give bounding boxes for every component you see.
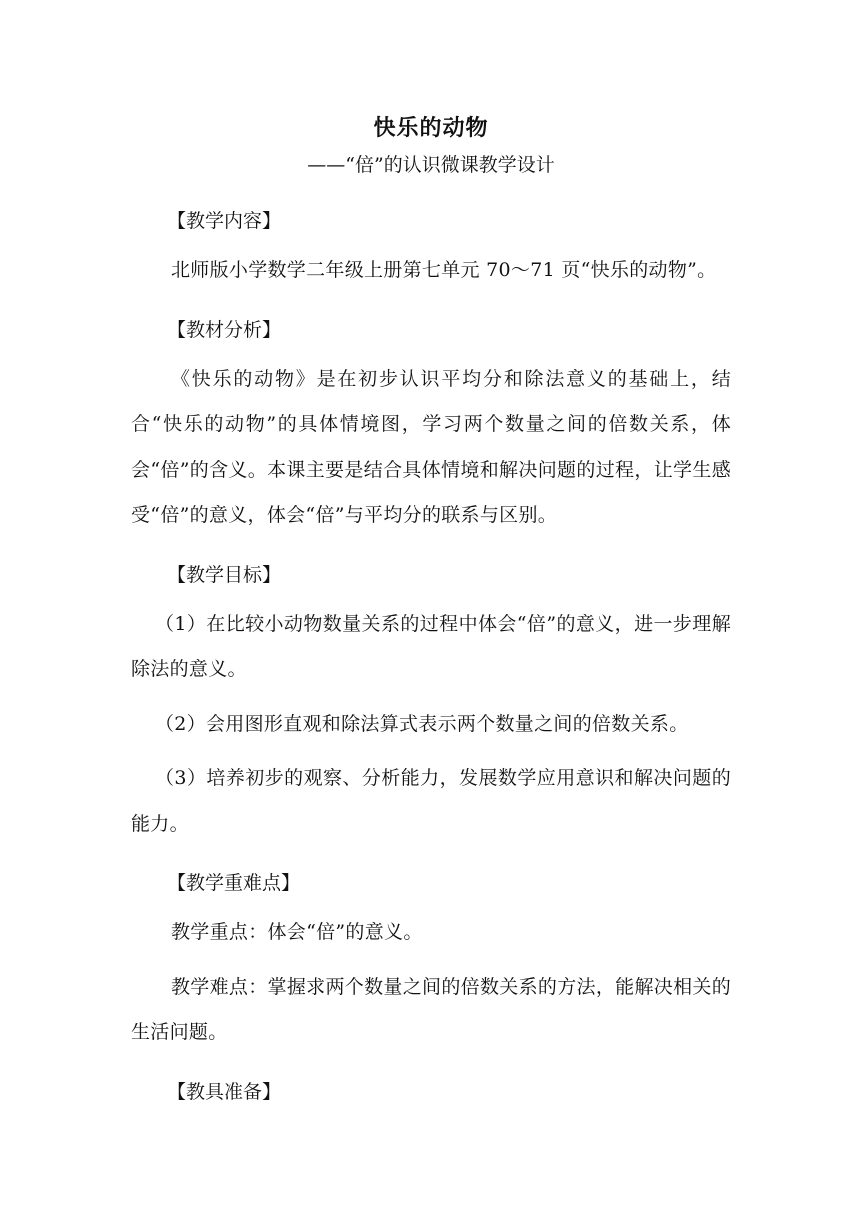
analysis-paragraph: 《快乐的动物》是在初步认识平均分和除法意义的基础上，结合“快乐的动物”的具体情境图，学习两个数量之间的倍数关系，体会“倍”的含义。本课主要是结合具体情境和解决问题的过程，让学生感受“倍”的意义，体会“倍”与平均分的联系与区别。: [131, 367, 731, 526]
section-heading-content: 【教学内容】: [167, 210, 282, 232]
document-body: [131, 110, 731, 1119]
goal-item-3: （3）培养初步的观察、分析能力，发展数学应用意识和解决问题的能力。: [131, 767, 731, 835]
key-point-paragraph: 教学重点：体会“倍”的意义。: [171, 921, 423, 943]
section-heading-tools: 【教具准备】: [167, 1080, 282, 1103]
document-subtitle: ——“倍”的认识微课教学设计: [307, 154, 555, 176]
document-title: 快乐的动物: [373, 115, 489, 141]
section-heading-goals: 【教学目标】: [167, 563, 282, 586]
section-heading-analysis: 【教材分析】: [167, 318, 282, 341]
goal-item-2: （2）会用图形直观和除法算式表示两个数量之间的倍数关系。: [155, 712, 689, 735]
goal-item-1: （1）在比较小动物数量关系的过程中体会“倍”的意义，进一步理解除法的意义。: [131, 612, 731, 680]
section-heading-key-points: 【教学重难点】: [167, 872, 301, 894]
content-paragraph: 北师版小学数学二年级上册第七单元 70～71 页“快乐的动物”。: [171, 259, 717, 281]
difficulty-paragraph: 教学难点：掌握求两个数量之间的倍数关系的方法，能解决相关的生活问题。: [131, 975, 731, 1043]
